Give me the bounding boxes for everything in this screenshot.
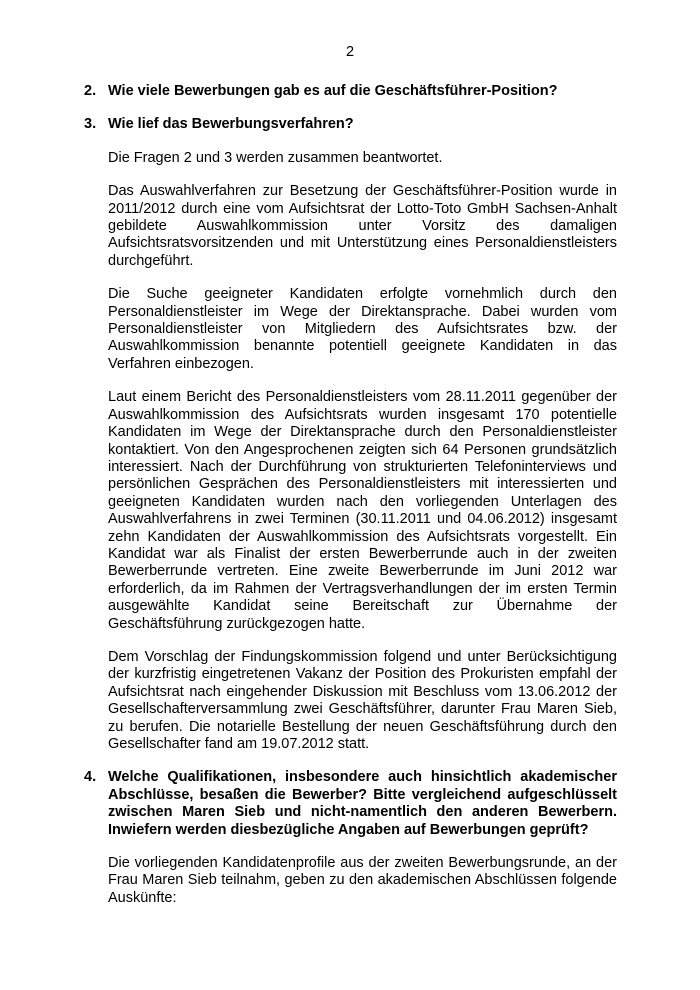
question-number: 2. — [84, 83, 97, 99]
question-number: 4. — [84, 769, 97, 786]
question-text: Wie lief das Bewerbungsverfahren? — [108, 116, 354, 133]
question-2 — [84, 83, 617, 100]
page-number: 2 — [345, 44, 355, 60]
answer-paragraph: Dem Vorschlag der Findungskommission folgend und unter Berücksichtigung der kurzfristig eingetretenen Vakanz der Position des Prokuristen empfahl der Aufsichtsrat nach eingehender Diskussion mit Beschluss vom 13.06.2012 der Gesellschafterversammlung zwei Geschäftsführer, darunter Frau Maren Sieb, zu berufen. Die notarielle Bestellung der neuen Geschäftsführung durch den Gesellschafter fand am 19.07.2012 statt. — [108, 648, 617, 752]
document-body — [84, 83, 617, 907]
answer-paragraph: Die Fragen 2 und 3 werden zusammen beantwortet. — [108, 149, 443, 166]
answer-paragraph: Die vorliegenden Kandidatenprofile aus der zweiten Bewerbungsrunde, an der Frau Maren Sieb teilnahm, geben zu den akademischen Abschlüssen folgende Auskünfte: — [108, 855, 617, 906]
question-number: 3. — [84, 116, 97, 133]
question-text: Welche Qualifikationen, insbesondere auch hinsichtlich akademischer Abschlüsse, besaßen die Bewerber? Bitte vergleichend aufgeschlüsselt zwischen Maren Sieb und nicht-namentlich den anderen Bewerbern. Inwiefern werden diesbezügliche Angaben auf Bewerbungen geprüft? — [108, 769, 617, 838]
question-3 — [84, 116, 617, 133]
question-text: Wie viele Bewerbungen gab es auf die Geschäftsführer-Position? — [108, 83, 558, 99]
answer-paragraph: Laut einem Bericht des Personaldienstleisters vom 28.11.2011 gegenüber der Auswahlkommission des Aufsichtsrats wurden insgesamt 170 potentielle Kandidaten im Wege der Direktansprache durch den Personaldienstleister kontaktiert. Von den Angesprochenen zeigten sich 64 Personen grundsätzlich interessiert. Nach der Durchführung von strukturierten Telefoninterviews und persönlichen Gesprächen des Personaldienstleisters mit interessierten und geeigneten Kandidaten wurden nach den vorliegenden Unterlagen des Auswahlverfahrens in zwei Terminen (30.11.2011 und 04.06.2012) insgesamt zehn Kandidaten der Auswahlkommission des Aufsichtsrats vorgestellt. Ein Kandidat war als Finalist der ersten Bewerberrunde auch in der zweiten Bewerberrunde vertreten. Eine zweite Bewerberrunde im Juni 2012 war erforderlich, da im Rahmen der Vertragsverhandlungen der im ersten Termin ausgewählte Kandidat seine Bereitschaft zur Übernahme der Geschäftsführung zurückgezogen hatte. — [108, 389, 617, 632]
question-4 — [84, 769, 617, 839]
answer-paragraph: Das Auswahlverfahren zur Besetzung der Geschäftsführer-Position wurde in 2011/2012 durch eine vom Aufsichtsrat der Lotto-Toto GmbH Sachsen-Anhalt gebildete Auswahlkommission unter Vorsitz des damaligen Aufsichtsratsvorsitzenden und mit Unterstützung eines Personaldienstleisters durchgeführt. — [108, 183, 617, 269]
answer-paragraph: Die Suche geeigneter Kandidaten erfolgte vornehmlich durch den Personaldienstleister im Wege der Direktansprache. Dabei wurden vom Personaldienstleister von Mitgliedern des Aufsichtsrates bzw. der Auswahlkommission benannte potentiell geeignete Kandidaten in das Verfahren einbezogen. — [108, 286, 617, 372]
